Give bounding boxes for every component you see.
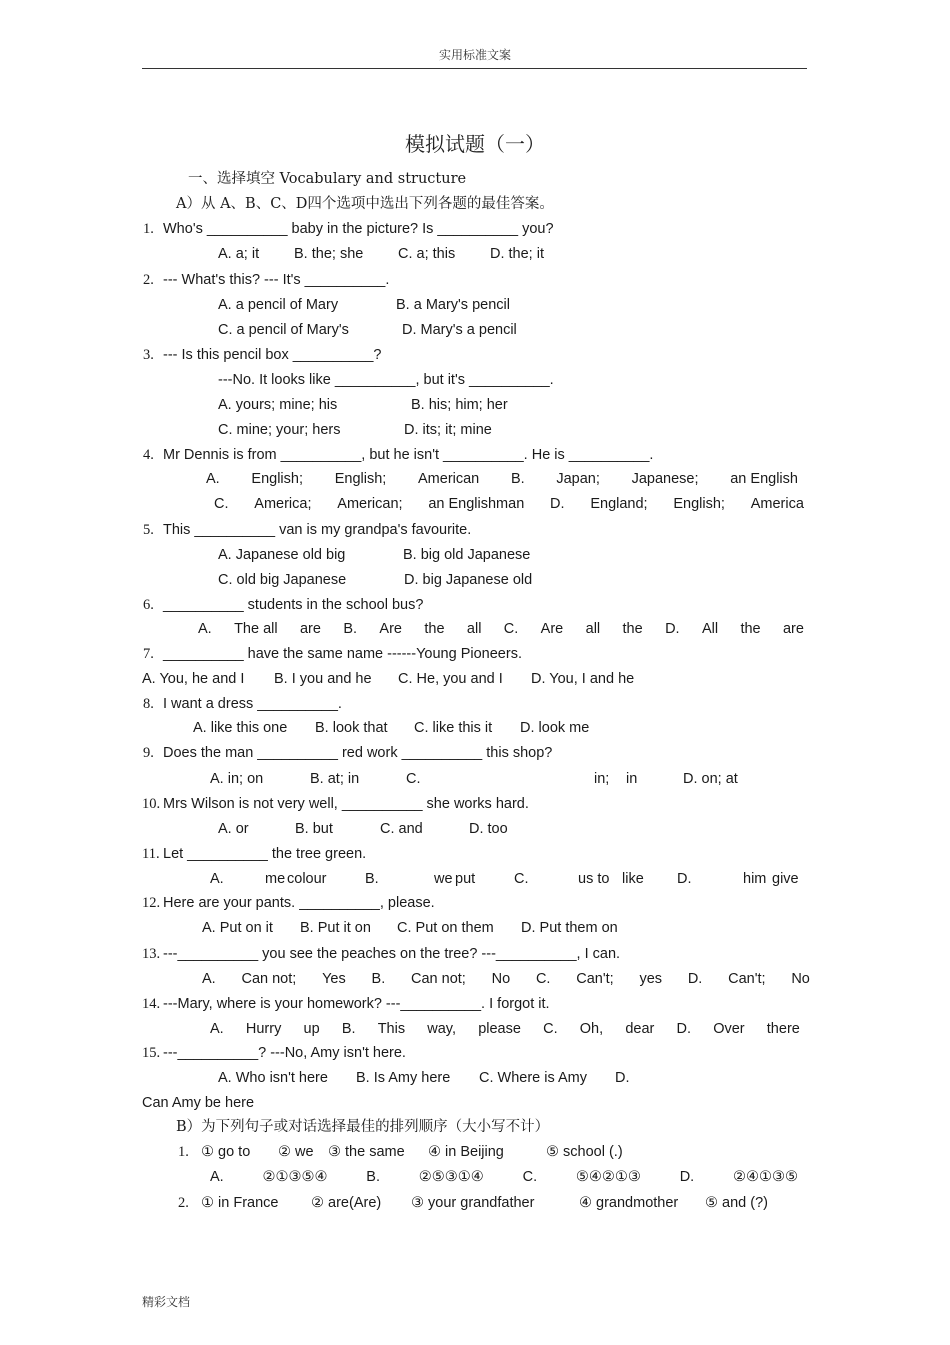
order-item: ③ the same — [328, 1144, 405, 1160]
option-b: B. look that — [315, 720, 388, 736]
option-word: Can not; — [411, 971, 466, 987]
option-d: D. on; at — [683, 771, 738, 787]
question-number: 11. — [142, 846, 160, 862]
option-a: A. like this one — [193, 720, 288, 736]
question-number: 8. — [143, 696, 154, 712]
question-number: 4. — [143, 447, 154, 463]
option-word: all — [466, 621, 482, 637]
option-c: C. like this it — [414, 720, 493, 736]
option-word: American; — [337, 496, 403, 512]
question-number: 2. — [178, 1195, 189, 1211]
question-number: 15. — [142, 1045, 161, 1061]
option-label: D. — [687, 971, 703, 987]
option-word: up — [303, 1021, 320, 1037]
option-word: Can't; — [576, 971, 614, 987]
question-number: 3. — [143, 347, 154, 363]
question-text: ---__________? ---No, Amy isn't here. — [163, 1045, 406, 1061]
question-number: 7. — [143, 646, 154, 662]
option-word: English; — [251, 471, 303, 487]
option-b: B. Put it on — [300, 920, 371, 936]
option-word: give — [772, 871, 799, 887]
section-heading: 一、选择填空 Vocabulary and structure — [188, 171, 467, 187]
options-row — [206, 470, 798, 488]
option-c: C. old big Japanese — [218, 572, 347, 588]
header-rule — [142, 68, 807, 69]
options-row — [210, 1168, 798, 1186]
option-b: B. big old Japanese — [403, 547, 531, 563]
option-label: D. — [665, 621, 680, 637]
options-row — [214, 495, 804, 513]
option-word: American — [418, 471, 480, 487]
question-number: 9. — [143, 745, 154, 761]
question-number: 13. — [142, 946, 161, 962]
options-row — [198, 620, 804, 638]
option-label: C. — [535, 971, 551, 987]
option-label: B. — [366, 1169, 380, 1185]
option-a: A. You, he and I — [142, 671, 245, 687]
option-word: This — [377, 1021, 406, 1037]
option-b: B. I you and he — [274, 671, 372, 687]
option-d-text: Can Amy be here — [142, 1095, 255, 1111]
option-word: Oh, — [579, 1021, 604, 1037]
option-label: C. — [543, 1021, 558, 1037]
option-word: colour — [287, 871, 327, 887]
option-label: A. — [206, 471, 220, 487]
question-text: I want a dress __________. — [163, 696, 342, 712]
option-label: B. — [341, 1021, 356, 1037]
option-word: dear — [625, 1021, 655, 1037]
part-a-instruction: A）从 A、B、C、D四个选项中选出下列各题的最佳答案。 — [176, 196, 554, 212]
option-label: B. — [371, 971, 386, 987]
option-word: Are — [540, 621, 564, 637]
option-label: C. — [514, 871, 529, 887]
order-item: ④ in Beijing — [428, 1144, 504, 1160]
option-word: Japanese; — [631, 471, 699, 487]
question-number: 5. — [143, 522, 154, 538]
option-word: the — [424, 621, 445, 637]
page-title: 模拟试题（一） — [405, 132, 545, 156]
order-item: ② are(Are) — [311, 1195, 382, 1211]
option-sequence: ⑤④②①③ — [575, 1169, 641, 1185]
option-c: C. — [406, 771, 421, 787]
option-word: the — [740, 621, 761, 637]
option-word: like — [622, 871, 644, 887]
option-d: D. big Japanese old — [404, 572, 533, 588]
option-a: A. Put on it — [202, 920, 273, 936]
question-text: Does the man __________ red work __________ this shop? — [163, 745, 553, 761]
question-text: Who's __________ baby in the picture? Is __________ you? — [163, 221, 554, 237]
option-word: us to — [578, 871, 610, 887]
option-label: D. — [679, 1169, 695, 1185]
options-row — [210, 1020, 800, 1038]
option-d: D. Mary's a pencil — [402, 322, 517, 338]
option-word: English; — [334, 471, 387, 487]
option-word: way, — [427, 1021, 457, 1037]
option-sequence: ②①③⑤④ — [262, 1169, 328, 1185]
option-label: A. — [202, 971, 216, 987]
question-subtext: ---No. It looks like __________, but it's __________. — [218, 372, 554, 388]
option-b: B. a Mary's pencil — [396, 297, 510, 313]
option-word: Are — [379, 621, 402, 637]
option-word: Can't; — [728, 971, 766, 987]
option-c: C. He, you and I — [398, 671, 503, 687]
option-word: all — [585, 621, 601, 637]
option-b: B. his; him; her — [411, 397, 508, 413]
question-number: 14. — [142, 996, 161, 1012]
option-word: Can not; — [241, 971, 297, 987]
question-text: Mrs Wilson is not very well, __________ she works hard. — [163, 796, 529, 812]
option-word: there — [766, 1021, 800, 1037]
option-word: in; — [594, 771, 610, 787]
option-d: D. Put them on — [521, 920, 618, 936]
question-number: 1. — [143, 221, 154, 237]
part-b-instruction: B）为下列句子或对话选择最佳的排列顺序（大小写不计） — [176, 1119, 550, 1135]
option-word: No — [491, 971, 511, 987]
option-word: Japan; — [556, 471, 600, 487]
option-label: D. — [677, 871, 692, 887]
option-word: in — [626, 771, 638, 787]
options-row — [202, 970, 810, 988]
option-c: C. Where is Amy — [479, 1070, 587, 1086]
question-text: Let __________ the tree green. — [163, 846, 367, 862]
option-word: yes — [639, 971, 663, 987]
option-word: an English — [730, 471, 798, 487]
order-item: ① in France — [201, 1195, 279, 1211]
option-d: D. — [615, 1070, 630, 1086]
order-item: ② we — [278, 1144, 314, 1160]
question-text: Here are your pants. __________, please. — [163, 895, 435, 911]
option-word: Yes — [322, 971, 346, 987]
option-label: B. — [343, 621, 358, 637]
question-text: This __________ van is my grandpa's favourite. — [163, 522, 472, 538]
question-number: 1. — [178, 1144, 189, 1160]
option-b: B. but — [295, 821, 333, 837]
option-label: C. — [214, 496, 229, 512]
option-word: America — [750, 496, 804, 512]
option-word: an Englishman — [428, 496, 525, 512]
option-word: are — [782, 621, 804, 637]
option-c: C. a; this — [398, 246, 456, 262]
option-word: put — [455, 871, 476, 887]
option-label: C. — [503, 621, 519, 637]
option-c: C. and — [380, 821, 423, 837]
option-label: C. — [522, 1169, 538, 1185]
question-text: ---__________ you see the peaches on the tree? ---__________, I can. — [163, 946, 621, 962]
option-sequence: ②④①③⑤ — [732, 1169, 798, 1185]
option-d: D. the; it — [490, 246, 544, 262]
option-label: A. — [198, 621, 212, 637]
option-a: A. Who isn't here — [218, 1070, 328, 1086]
option-sequence: ②⑤③①④ — [418, 1169, 484, 1185]
order-item: ⑤ school (.) — [546, 1144, 623, 1160]
option-b: B. the; she — [294, 246, 364, 262]
question-text: --- What's this? --- It's __________. — [163, 272, 390, 288]
option-word: Hurry — [245, 1021, 282, 1037]
option-word: English; — [673, 496, 725, 512]
option-b: B. at; in — [310, 771, 360, 787]
option-word: the — [622, 621, 643, 637]
option-a: A. Japanese old big — [218, 547, 346, 563]
option-a: A. or — [218, 821, 249, 837]
option-word: No — [791, 971, 810, 987]
option-c: C. a pencil of Mary's — [218, 322, 349, 338]
option-a: A. a pencil of Mary — [218, 297, 339, 313]
option-b: B. Is Amy here — [356, 1070, 451, 1086]
order-item: ③ your grandfather — [411, 1195, 535, 1211]
question-number: 12. — [142, 895, 161, 911]
option-d: D. its; it; mine — [404, 422, 492, 438]
option-word: please — [478, 1021, 521, 1037]
option-d: D. look me — [520, 720, 590, 736]
option-label: B. — [510, 471, 525, 487]
question-text: __________ students in the school bus? — [163, 597, 424, 613]
option-d: D. too — [469, 821, 508, 837]
option-word: me — [265, 871, 286, 887]
option-word: The all — [234, 621, 278, 637]
option-c: C. mine; your; hers — [218, 422, 341, 438]
option-a: A. a; it — [218, 246, 260, 262]
option-d: D. You, I and he — [531, 671, 635, 687]
order-item: ① go to — [201, 1144, 251, 1160]
option-label: A. — [210, 1021, 224, 1037]
order-item: ④ grandmother — [579, 1195, 679, 1211]
option-word: America; — [254, 496, 312, 512]
option-word: Over — [713, 1021, 745, 1037]
question-number: 6. — [143, 597, 154, 613]
question-text: ---Mary, where is your homework? ---__________. I forgot it. — [163, 996, 550, 1012]
option-word: him — [743, 871, 767, 887]
question-number: 10. — [142, 796, 161, 812]
option-label: D. — [550, 496, 565, 512]
option-word: we — [434, 871, 453, 887]
option-word: are — [299, 621, 321, 637]
page-header: 实用标准文案 — [438, 48, 511, 62]
question-number: 2. — [143, 272, 154, 288]
option-word: England; — [590, 496, 648, 512]
option-label: B. — [365, 871, 379, 887]
option-a: A. yours; mine; his — [218, 397, 338, 413]
option-a: A. in; on — [210, 771, 264, 787]
question-text: __________ have the same name ------Young Pioneers. — [163, 646, 522, 662]
option-c: C. Put on them — [397, 920, 494, 936]
option-word: All — [701, 621, 719, 637]
page-footer: 精彩文档 — [142, 1295, 191, 1309]
option-label: A. — [210, 1169, 224, 1185]
question-text: Mr Dennis is from __________, but he isn't __________. He is __________. — [163, 447, 654, 463]
order-item: ⑤ and (?) — [705, 1195, 768, 1211]
question-text: --- Is this pencil box __________? — [163, 347, 382, 363]
option-label: A. — [210, 871, 224, 887]
option-label: D. — [676, 1021, 692, 1037]
